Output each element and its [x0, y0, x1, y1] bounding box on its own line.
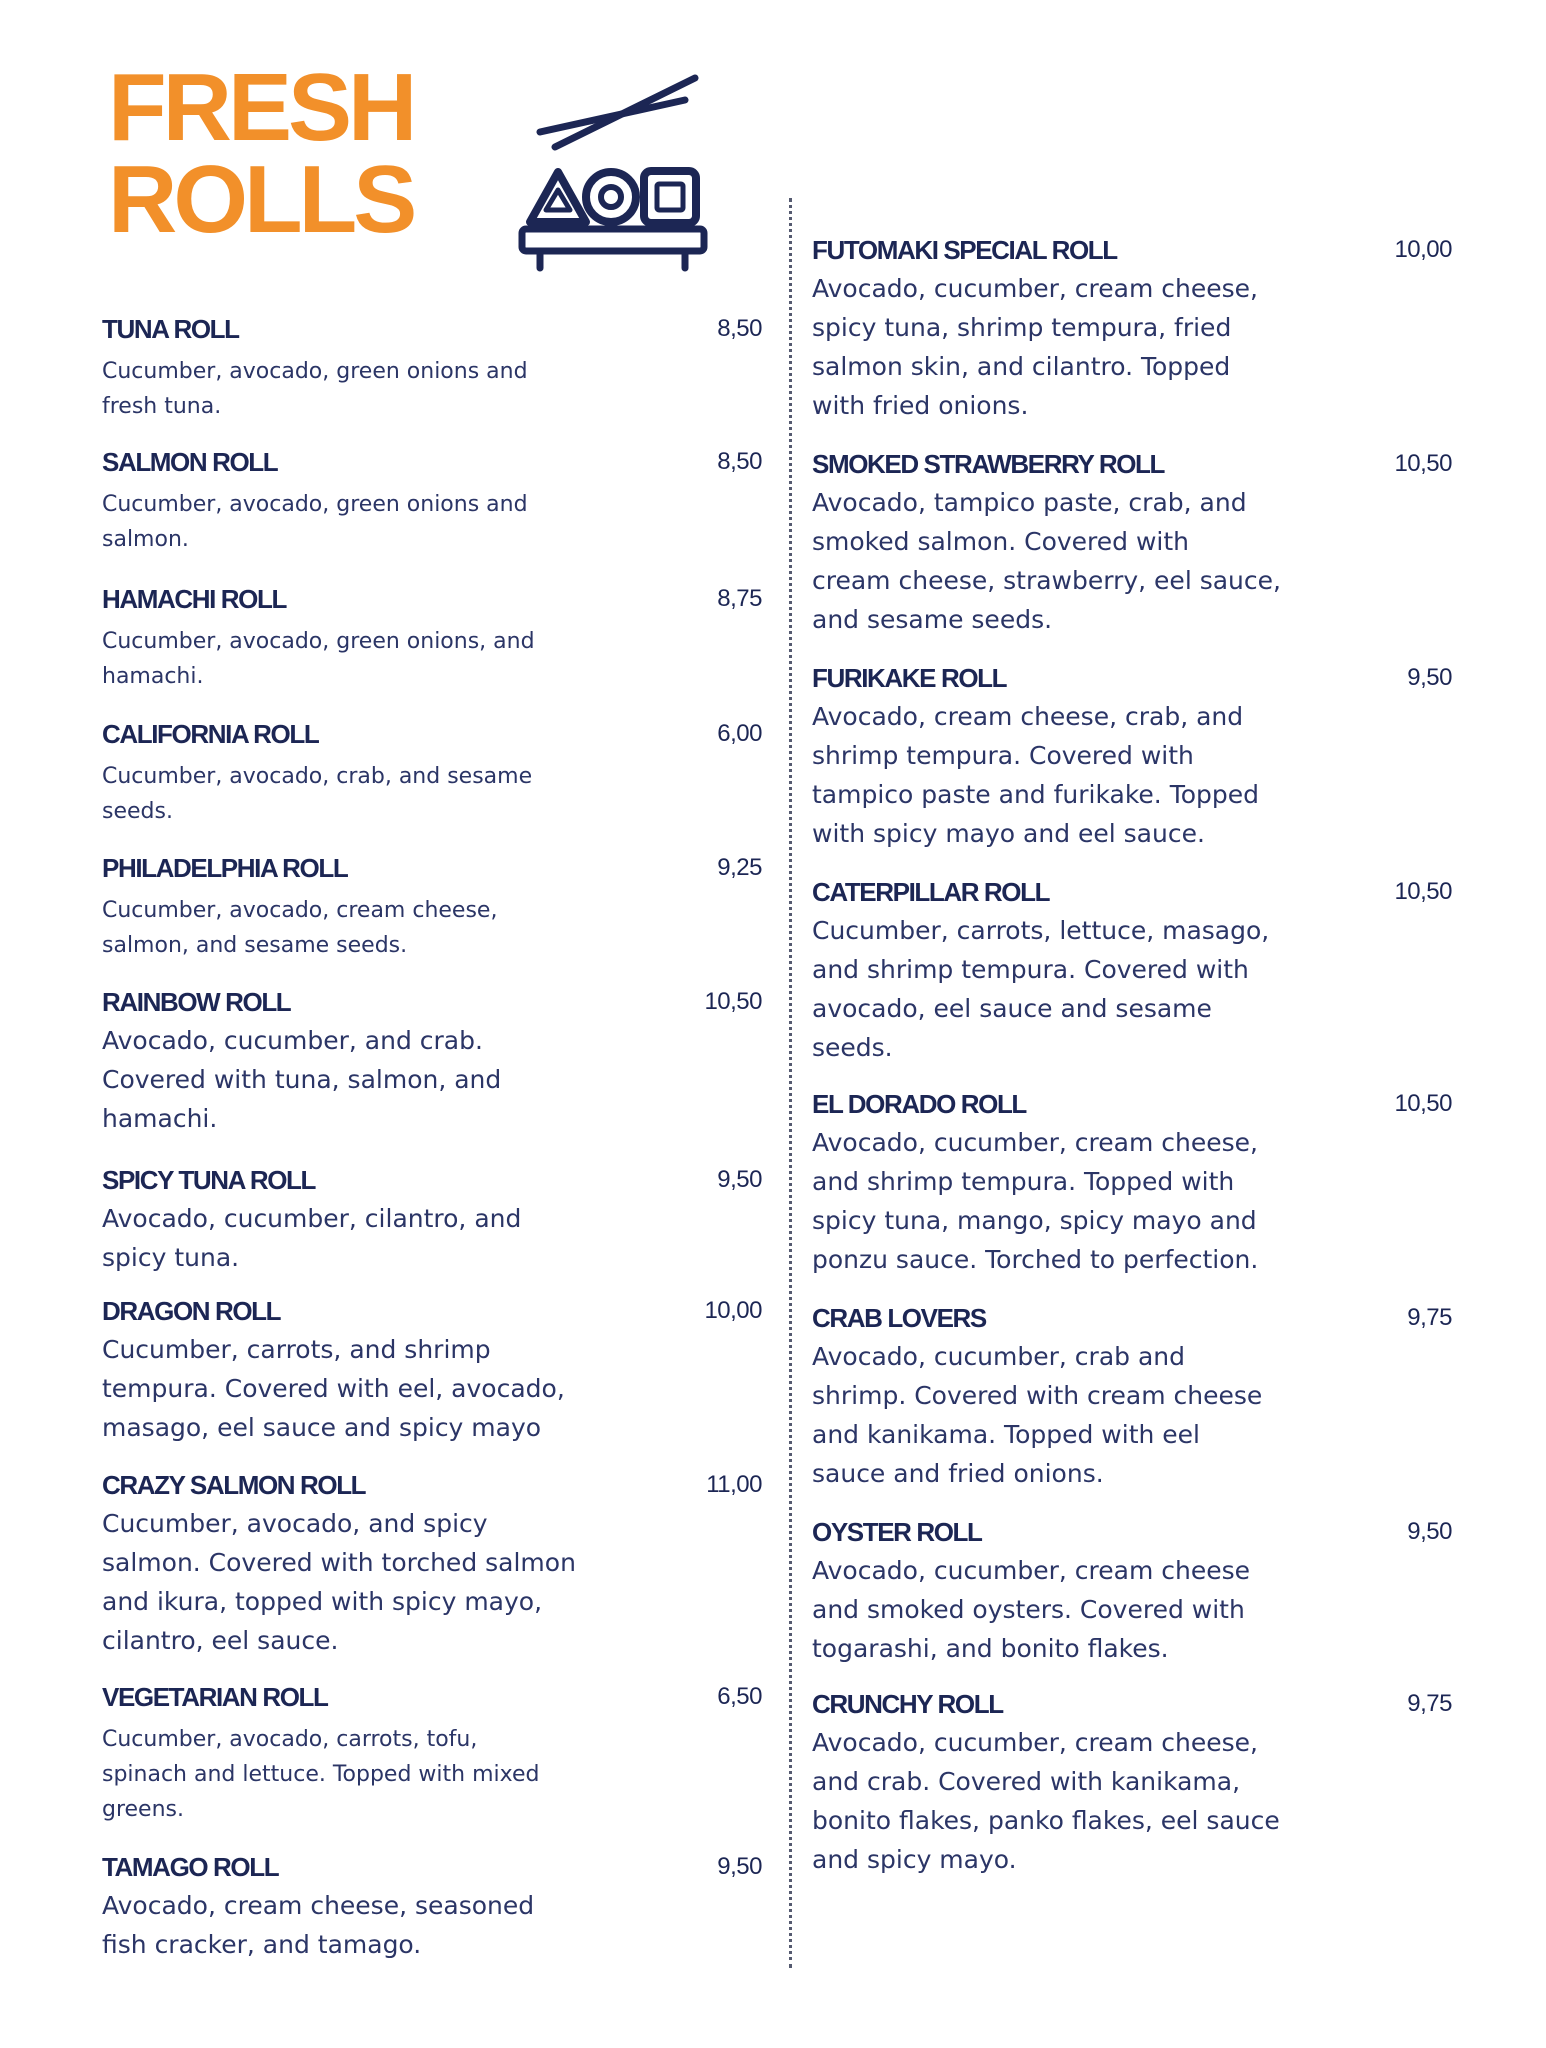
menu-item [102, 1680, 762, 1827]
item-price: 10,50 [1394, 450, 1452, 477]
item-description: Cucumber, carrots, and shrimp tempura. Covered with eel, avocado, masago, eel sauce and spicy mayo [102, 1335, 565, 1442]
item-description: Cucumber, avocado, cream cheese, salmon, and sesame seeds. [102, 898, 498, 958]
item-price: 8,75 [717, 585, 762, 612]
item-name: CATERPILLAR ROLL [812, 877, 1050, 907]
item-name: DRAGON ROLL [102, 1296, 281, 1326]
menu-item [812, 1087, 1452, 1279]
item-price: 10,50 [1394, 878, 1452, 905]
item-description: Avocado, cucumber, cilantro, and spicy tuna. [102, 1204, 522, 1272]
item-description: Avocado, cucumber, crab and shrimp. Covered with cream cheese and kanikama. Topped with eel sauce and fried onions. [812, 1342, 1263, 1488]
item-price: 9,75 [1407, 1304, 1452, 1331]
menu-item [102, 312, 762, 424]
item-description: Avocado, cucumber, cream cheese and smoked oysters. Covered with togarashi, and bonito flakes. [812, 1556, 1251, 1663]
item-price: 6,50 [717, 1683, 762, 1710]
item-name: TUNA ROLL [102, 314, 239, 344]
item-name: RAINBOW ROLL [102, 987, 291, 1017]
page-title [108, 54, 414, 253]
item-name: CRUNCHY ROLL [812, 1689, 1003, 1719]
item-description: Avocado, cucumber, cream cheese, spicy tuna, shrimp tempura, fried salmon skin, and cilantro. Topped with fried onions. [812, 274, 1258, 420]
menu-item [102, 1850, 762, 1964]
item-name: SALMON ROLL [102, 447, 278, 477]
item-price: 9,50 [717, 1166, 762, 1193]
item-name: FURIKAKE ROLL [812, 663, 1007, 693]
item-description: Cucumber, avocado, green onions, and hamachi. [102, 629, 535, 689]
menu-item [102, 445, 762, 557]
item-description: Avocado, cucumber, cream cheese, and crab. Covered with kanikama, bonito flakes, panko flakes, eel sauce and spicy mayo. [812, 1728, 1280, 1874]
menu-item [812, 875, 1452, 1067]
menu-item [102, 717, 762, 829]
menu-item [812, 1515, 1452, 1668]
item-description: Avocado, tampico paste, crab, and smoked salmon. Covered with cream cheese, strawberry, eel sauce, and sesame seeds. [812, 488, 1281, 634]
item-name: PHILADELPHIA ROLL [102, 853, 348, 883]
item-description: Cucumber, avocado, crab, and sesame seeds. [102, 764, 533, 824]
title-line-2: ROLLS [108, 146, 414, 253]
column-divider [789, 198, 792, 1968]
item-price: 8,50 [717, 448, 762, 475]
title-line-1: FRESH [108, 54, 414, 161]
item-description: Cucumber, avocado, and spicy salmon. Covered with torched salmon and ikura, topped with spicy mayo, cilantro, eel sauce. [102, 1509, 576, 1655]
menu-item [102, 985, 762, 1138]
item-description: Cucumber, avocado, carrots, tofu, spinach and lettuce. Topped with mixed greens. [102, 1727, 540, 1822]
item-name: FUTOMAKI SPECIAL ROLL [812, 235, 1117, 265]
menu-item [812, 233, 1452, 425]
menu-item [102, 851, 762, 963]
item-price: 8,50 [717, 315, 762, 342]
item-price: 10,00 [1394, 236, 1452, 263]
sushi-chopsticks-icon [500, 72, 715, 272]
menu-item [102, 1468, 762, 1660]
item-price: 6,00 [717, 720, 762, 747]
item-price: 10,00 [704, 1297, 762, 1324]
item-description: Avocado, cream cheese, seasoned fish cracker, and tamago. [102, 1891, 535, 1959]
item-price: 9,50 [1407, 664, 1452, 691]
menu-item [812, 1301, 1452, 1493]
item-description: Avocado, cucumber, and crab. Covered with tuna, salmon, and hamachi. [102, 1026, 502, 1133]
item-price: 9,25 [717, 854, 762, 881]
item-name: HAMACHI ROLL [102, 584, 286, 614]
item-description: Avocado, cucumber, cream cheese, and shrimp tempura. Topped with spicy tuna, mango, spicy mayo and ponzu sauce. Torched to perfection. [812, 1128, 1259, 1274]
item-name: TAMAGO ROLL [102, 1852, 279, 1882]
item-name: CRAZY SALMON ROLL [102, 1470, 366, 1500]
item-price: 9,50 [717, 1853, 762, 1880]
item-description: Cucumber, avocado, green onions and salmon. [102, 492, 528, 552]
item-description: Cucumber, avocado, green onions and fresh tuna. [102, 359, 528, 419]
item-description: Cucumber, carrots, lettuce, masago, and shrimp tempura. Covered with avocado, eel sauce and sesame seeds. [812, 916, 1270, 1062]
item-description: Avocado, cream cheese, crab, and shrimp tempura. Covered with tampico paste and furikake. Topped with spicy mayo and eel sauce. [812, 702, 1259, 848]
item-name: SMOKED STRAWBERRY ROLL [812, 449, 1164, 479]
item-price: 9,75 [1407, 1690, 1452, 1717]
item-name: OYSTER ROLL [812, 1517, 982, 1547]
menu-item [812, 661, 1452, 853]
menu-item [102, 582, 762, 694]
item-name: CALIFORNIA ROLL [102, 719, 319, 749]
item-name: CRAB LOVERS [812, 1303, 986, 1333]
item-name: SPICY TUNA ROLL [102, 1165, 316, 1195]
menu-item [812, 447, 1452, 639]
item-price: 9,50 [1407, 1518, 1452, 1545]
item-price: 11,00 [706, 1471, 762, 1498]
menu-item [102, 1163, 762, 1277]
item-price: 10,50 [704, 988, 762, 1015]
menu-item [812, 1687, 1452, 1879]
item-name: EL DORADO ROLL [812, 1089, 1026, 1119]
menu-item [102, 1294, 762, 1447]
item-price: 10,50 [1394, 1090, 1452, 1117]
item-name: VEGETARIAN ROLL [102, 1682, 328, 1712]
